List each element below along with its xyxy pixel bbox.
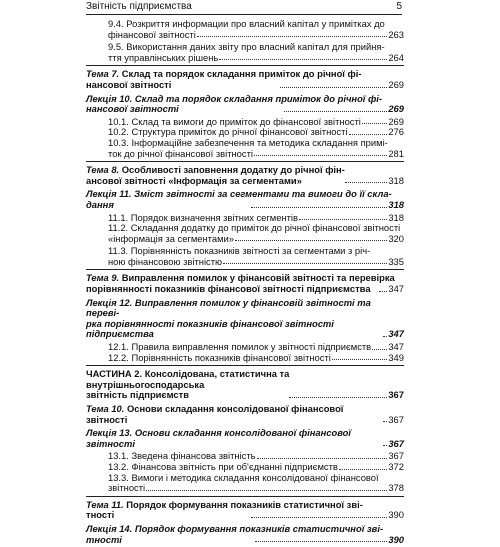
- toc-page-number: 318: [388, 174, 404, 186]
- toc-page-number: 367: [388, 413, 404, 425]
- toc-page-number: 349: [388, 351, 404, 363]
- toc-item-11-2[interactable]: [86, 223, 404, 244]
- toc-item-text: 9.4. Розкриття информации про власний капітал у примітках до: [108, 18, 385, 29]
- toc-lecture-13[interactable]: [86, 428, 404, 449]
- toc-item-text: 12.1. Правила виправлення помилок у звітності підприємств: [108, 341, 372, 353]
- toc-page-number: 269: [388, 78, 405, 90]
- leader-dots: [345, 181, 387, 183]
- toc-item-text: звітності: [108, 482, 146, 494]
- lecture-title: дання: [86, 198, 114, 210]
- leader-dots: [339, 468, 387, 470]
- lecture-title: тності: [86, 533, 122, 545]
- toc-page-number: 390: [388, 509, 404, 521]
- theme-title: Особливості заповнення додатку до річної фін-: [119, 164, 345, 176]
- toc-item-12-2[interactable]: [86, 353, 404, 364]
- toc-page-number: 347: [388, 341, 404, 353]
- leader-dots: [254, 154, 387, 156]
- toc-item-text: 13.3. Вимоги і методика складання консолідованої фінансової: [108, 471, 379, 483]
- theme-title: Порядок формування показників статистичної зві-: [123, 498, 363, 510]
- header-title: Звітність підприємства: [86, 1, 192, 12]
- leader-dots: [383, 420, 387, 422]
- toc-lecture-12[interactable]: [86, 298, 404, 340]
- toc-lecture-10[interactable]: [86, 94, 404, 115]
- toc-item-10-3[interactable]: [86, 138, 404, 159]
- leader-dots: [349, 133, 388, 135]
- leader-dots: [251, 206, 387, 208]
- table-of-contents: [86, 19, 404, 547]
- toc-page-number: 390: [388, 533, 405, 545]
- lecture-title: Лекція 13. Основи складання консолідованої фінансової звітності: [86, 427, 351, 449]
- theme-title: Виправлення помилок у фінансовій звітності та перевірка: [119, 272, 395, 284]
- theme-label: Тема 9.: [86, 272, 120, 284]
- toc-item-text: 13.1. Зведена фінансова звітність: [108, 450, 256, 462]
- leader-dots: [146, 489, 387, 491]
- toc-item-text: ток до річної фінансової звітності: [108, 147, 253, 159]
- toc-lecture-14[interactable]: [86, 524, 404, 545]
- lecture-title: рка порівнянності показників фінансової звітності підприємства: [86, 317, 334, 340]
- toc-page-number: 320: [388, 232, 404, 244]
- toc-page-number: 318: [388, 211, 404, 223]
- leader-dots: [255, 540, 387, 542]
- toc-item-13-3[interactable]: [86, 473, 404, 494]
- theme-label: Тема 7.: [86, 68, 120, 80]
- toc-item-text: 13.2. Фінансова звітність при об'єднанні підприємств: [108, 460, 338, 472]
- leader-dots: [235, 239, 387, 241]
- part-title: звітність підприємств: [86, 389, 189, 401]
- toc-item-9-4[interactable]: [86, 19, 404, 40]
- theme-title: нансової звітності: [86, 78, 172, 90]
- lecture-title: Лекція 12. Виправлення помилок у фінансовій звітності та переві-: [86, 296, 371, 319]
- theme-label: Тема 11.: [86, 498, 124, 510]
- toc-item-text: ною фінансовою звітністю: [108, 255, 223, 267]
- toc-item-text: «інформація за сегментами»: [108, 232, 234, 244]
- leader-dots: [197, 35, 388, 37]
- toc-lecture-11[interactable]: [86, 189, 404, 210]
- toc-page-number: 367: [388, 437, 404, 449]
- lecture-title: Лекція 14. Порядок формування показників статистичної зві-: [86, 522, 384, 534]
- lecture-title: нансової звітності: [86, 103, 179, 115]
- leader-dots: [280, 86, 387, 88]
- toc-page-number: 347: [388, 283, 405, 295]
- theme-label: Тема 8.: [86, 164, 120, 176]
- theme-title: Склад та порядок складання приміток до річної фі-: [119, 68, 362, 80]
- leader-dots: [219, 58, 387, 60]
- toc-theme-8[interactable]: [86, 161, 404, 186]
- toc-page-number: 281: [388, 147, 404, 159]
- theme-title: ансової звітності «Інформація за сегментами»: [86, 174, 302, 186]
- toc-part-2[interactable]: [86, 365, 404, 401]
- toc-item-9-5[interactable]: [86, 42, 404, 63]
- toc-item-text: 10.1. Склад та вимоги до приміток до фінансової звітності: [108, 115, 361, 127]
- toc-theme-7[interactable]: [86, 65, 404, 90]
- toc-item-text: 11.2. Складання додатку до приміток до річної фінансової звітності: [108, 222, 401, 234]
- theme-label: Тема 10.: [86, 403, 125, 414]
- toc-theme-10[interactable]: [86, 404, 404, 425]
- lecture-title: Лекція 10. Склад та порядок складання приміток до річної фі-: [86, 92, 383, 104]
- leader-dots: [383, 335, 387, 337]
- leader-dots: [251, 516, 387, 518]
- toc-page-number: 347: [388, 328, 404, 340]
- toc-item-text: 10.3. Інформаційне забезпечення та методика складання примі-: [108, 136, 388, 148]
- toc-page-number: 276: [388, 126, 404, 138]
- leader-dots: [379, 290, 387, 292]
- toc-page-number: 372: [388, 460, 404, 472]
- toc-item-text: 10.2. Структура приміток до річної фінансової звітності: [108, 126, 348, 138]
- leader-dots: [372, 348, 387, 350]
- toc-page-number: 367: [388, 450, 404, 462]
- theme-title: тності: [86, 509, 115, 521]
- toc-item-text: 9.5. Використання даних звіту про власний капітал для прийня-: [108, 41, 385, 53]
- toc-item-text: фінансової звітності: [108, 28, 196, 40]
- leader-dots: [284, 110, 388, 112]
- toc-item-text: 12.2. Порівнянність показників фінансової звітності: [108, 351, 331, 363]
- running-header: [86, 2, 402, 15]
- toc-item-11-3[interactable]: [86, 246, 404, 267]
- leader-dots: [257, 457, 388, 459]
- toc-page-number: 318: [388, 198, 405, 210]
- toc-item-13-2[interactable]: [86, 462, 404, 473]
- toc-page-number: 367: [388, 389, 404, 401]
- toc-item-text: 11.1. Порядок визначення звітних сегментів: [108, 211, 298, 223]
- toc-theme-9[interactable]: [86, 269, 404, 294]
- leader-dots: [362, 122, 387, 124]
- toc-page-number: 264: [388, 51, 404, 63]
- theme-title: порівнянності показників фінансової звітності підприємства: [86, 283, 371, 295]
- toc-item-text: 11.3. Порівнянність показників звітності за сегментами з річ-: [108, 245, 371, 257]
- theme-title: Основи складання консолідованої фінансової звітності: [86, 403, 344, 425]
- toc-item-text: ття управлінських рішень: [108, 51, 219, 63]
- leader-dots: [289, 396, 388, 398]
- part-title: ЧАСТИНА 2. Консолідована, статистична та внутрішньогосподарська: [86, 368, 290, 390]
- toc-page-number: 269: [388, 103, 404, 115]
- leader-dots: [223, 262, 387, 264]
- lecture-title: Лекція 11. Зміст звітності за сегментами та вимоги до її скла-: [86, 188, 392, 200]
- leader-dots: [332, 358, 388, 360]
- toc-page-number: 263: [388, 28, 404, 40]
- toc-page-number: 269: [388, 115, 404, 127]
- leader-dots: [383, 444, 387, 446]
- leader-dots: [299, 218, 387, 220]
- toc-page-number: 378: [388, 482, 404, 494]
- toc-page-number: 335: [388, 255, 404, 267]
- header-page-number: 5: [396, 1, 402, 12]
